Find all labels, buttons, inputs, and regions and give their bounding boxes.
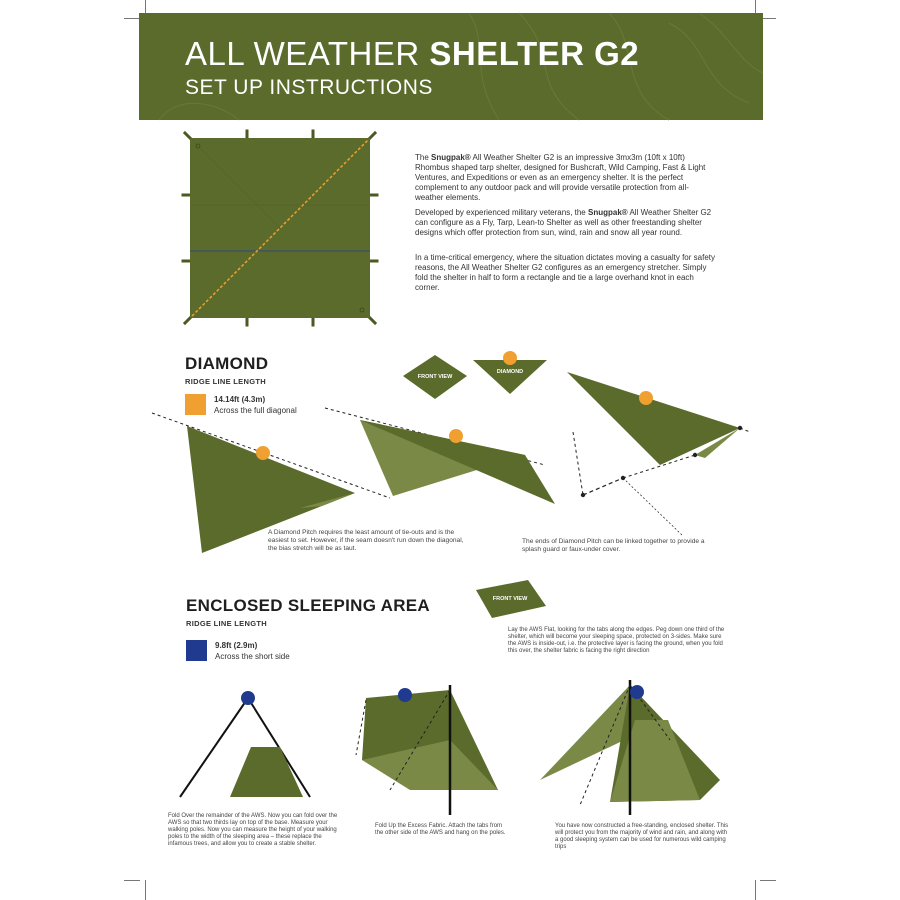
crop-mark (124, 18, 140, 19)
enclosed-caption-step-2: Fold Up the Excess Fabric. Attach the tabs from the other side of the AWS and hang on the poles. (375, 823, 506, 836)
enclosed-step-2 (350, 680, 530, 820)
diamond-label: DIAMOND (496, 369, 524, 375)
enclosed-color-swatch (186, 640, 207, 661)
diamond-front-view-icon (403, 355, 468, 400)
diamond-icon (470, 350, 550, 395)
enclosed-caption-top: Lay the AWS Flat, looking for the tabs along the edges. Peg down one third of the shelter, which will become your sleeping space, protected on 3-sides. Make sure the AWS is inside-out, i.e. the protective layer is facing the ground, when you fold this over, the shelter fabric is facing the right direction (508, 627, 725, 654)
enclosed-heading: ENCLOSED SLEEPING AREA (186, 596, 431, 615)
diamond-measure-desc: Across the full diagonal (214, 406, 297, 415)
diamond-subheading: RIDGE LINE LENGTH (185, 377, 266, 386)
header-banner (139, 13, 763, 120)
crop-mark (124, 880, 140, 881)
diamond-pitch-2 (325, 400, 545, 510)
enclosed-subheading: RIDGE LINE LENGTH (186, 619, 267, 628)
title-regular: ALL WEATHER (185, 35, 430, 72)
intro-paragraph-1: The Snugpak® All Weather Shelter G2 is an impressive 3mx3m (10ft x 10ft) Rhombus shaped tarp shelter, designed for Bushcraft, Wild Camping, Fast & Light Ventures, and Expeditions or even as an emergency shelter. It is the perfect complement to any outdoor pack and will provide versatile protection from all-weather elements. (415, 153, 706, 202)
diamond-caption-right: The ends of Diamond Pitch can be linked together to provide a splash guard or faux-under cover. (522, 538, 705, 553)
page-subtitle: SET UP INSTRUCTIONS (185, 76, 433, 99)
title-bold: SHELTER G2 (429, 35, 640, 72)
intro-paragraph-2: Developed by experienced military veterans, the Snugpak® All Weather Shelter G2 can configure as a Fly, Tarp, Lean-to Shelter as well as other freestanding shelter designs which offer protection from sun, wind, rain and snow all year round. (415, 208, 712, 237)
diamond-caption-left: A Diamond Pitch requires the least amount of tie-outs and is the easiest to set. However, if the seam doesn't run down the diagonal, the bias stretch will be as taut. (268, 529, 464, 552)
brand-name: Snugpak® (431, 153, 471, 162)
enclosed-caption-step-1: Fold Over the remainder of the AWS. Now you can fold over the AWS so that two thirds lay on top of the base. Measure your walking poles. Now you can measure the height of your walking poles to the width of the sleeping area – these replace the infamous trees, and allow you to create a stable shelter. (168, 813, 338, 847)
enclosed-caption-step-3: You have now constructed a free-standing, enclosed shelter. This will protect you from the majority of wind and rain, and along with a good sleeping system can be used for numerous wild camping trips (555, 823, 729, 850)
diamond-measure: 14.14ft (4.3m) (214, 395, 266, 404)
enclosed-measure: 9.8ft (2.9m) (215, 641, 258, 650)
crop-mark (145, 880, 146, 900)
front-view-label: FRONT VIEW (492, 596, 528, 602)
front-view-label: FRONT VIEW (417, 374, 453, 380)
intro-paragraph-3: In a time-critical emergency, where the situation dictates moving a casualty for safety reasons, the All Weather Shelter G2 configures as an emergency stretcher. Simply fold the shelter in half to form a rectangle and tie a large overhand knot in each corner. (415, 253, 715, 292)
crop-mark (755, 880, 756, 900)
diamond-heading: DIAMOND (185, 354, 269, 373)
crop-mark (760, 880, 776, 881)
enclosed-step-3 (540, 680, 740, 820)
brand-name: Snugpak® (587, 208, 628, 217)
enclosed-measure-desc: Across the short side (215, 652, 290, 661)
flat-tarp-diagram (180, 128, 380, 328)
enclosed-step-1 (175, 690, 325, 805)
page-title (185, 35, 639, 73)
diamond-pitch-3 (555, 370, 755, 550)
enclosed-front-view-icon (470, 578, 550, 618)
